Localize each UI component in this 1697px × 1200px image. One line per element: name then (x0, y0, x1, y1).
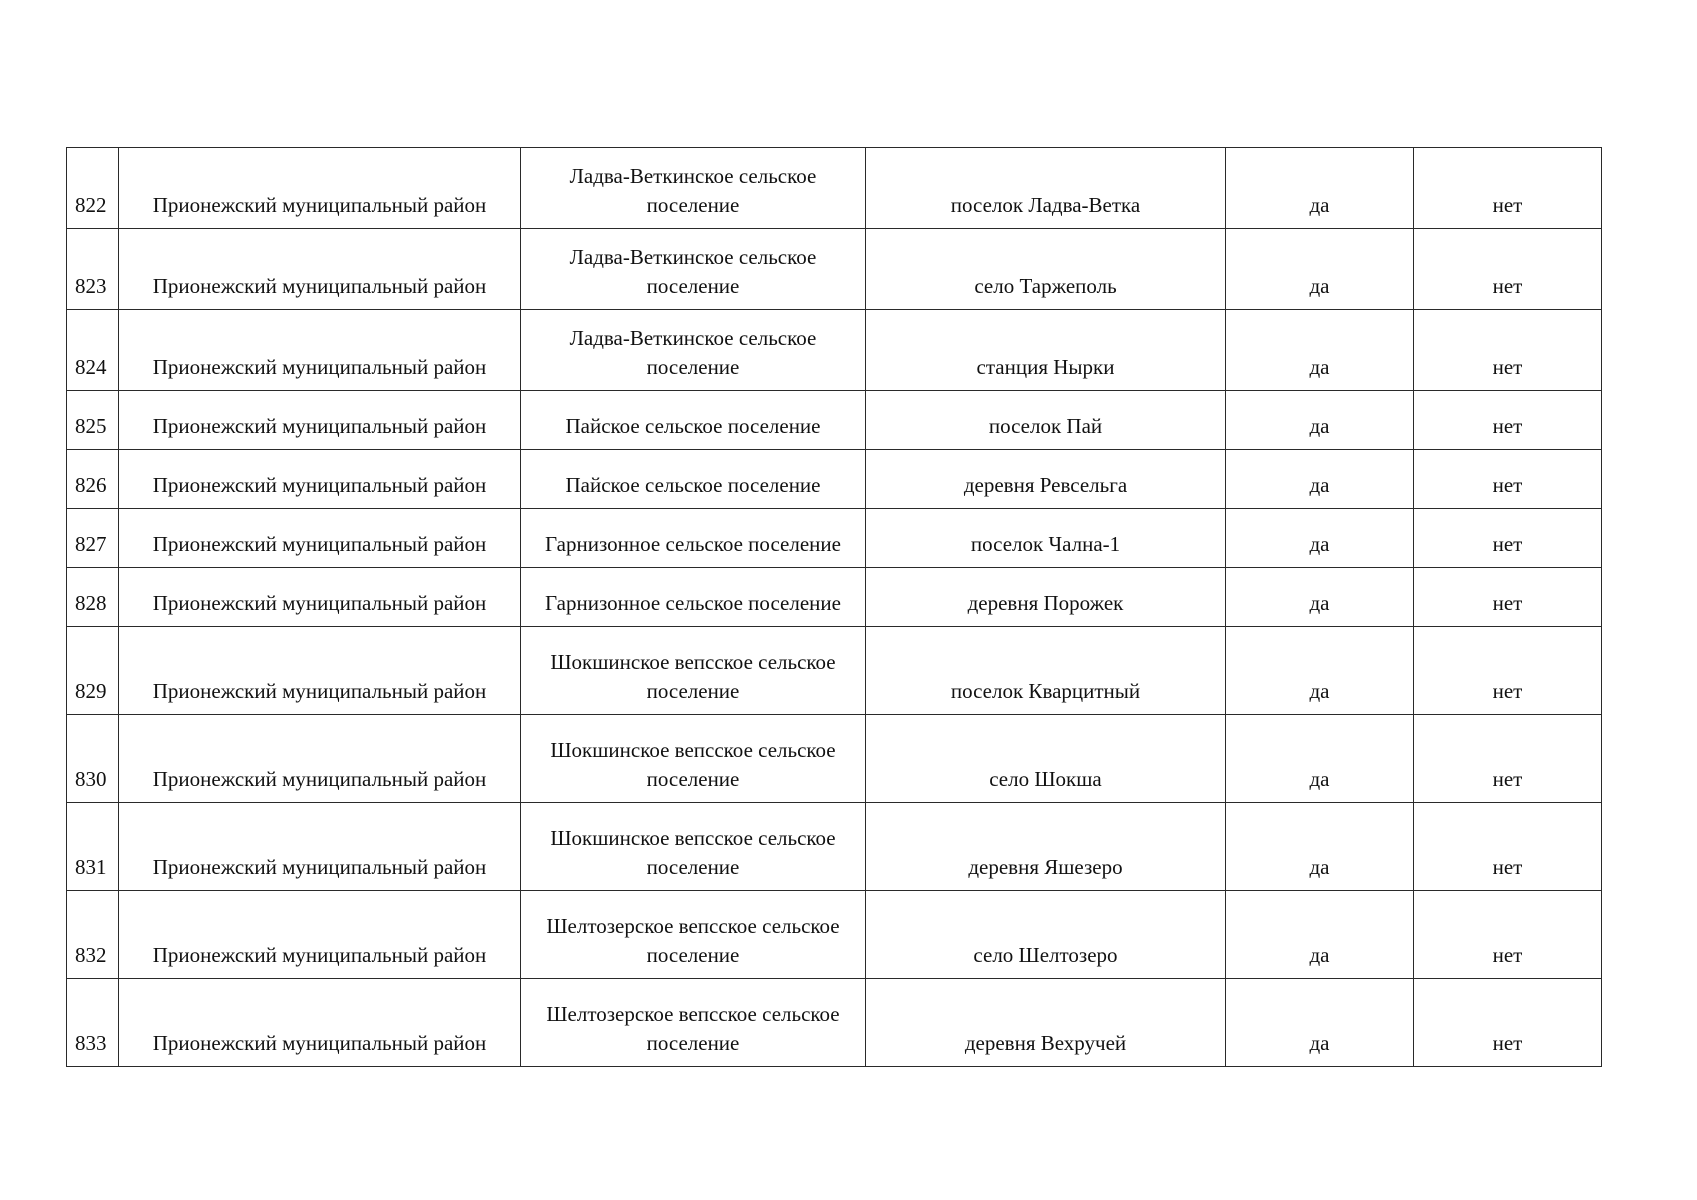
no-cell: нет (1414, 450, 1602, 509)
district-cell: Прионежский муниципальный район (119, 391, 521, 450)
settlement-cell: Ладва-Веткинское сельское поселение (521, 229, 866, 310)
no-cell: нет (1414, 803, 1602, 891)
district-cell: Прионежский муниципальный район (119, 568, 521, 627)
settlement-cell: Гарнизонное сельское поселение (521, 509, 866, 568)
locality-cell: село Шелтозеро (866, 891, 1226, 979)
table-row (67, 891, 1602, 979)
row-number: 825 (67, 391, 119, 450)
locality-cell: поселок Чална-1 (866, 509, 1226, 568)
yes-cell: да (1226, 891, 1414, 979)
district-cell: Прионежский муниципальный район (119, 891, 521, 979)
yes-cell: да (1226, 568, 1414, 627)
table-row (67, 568, 1602, 627)
no-cell: нет (1414, 391, 1602, 450)
no-cell: нет (1414, 509, 1602, 568)
no-cell: нет (1414, 229, 1602, 310)
table-row (67, 509, 1602, 568)
settlement-cell: Шелтозерское вепсское сельское поселение (521, 979, 866, 1067)
settlement-cell: Ладва-Веткинское сельское поселение (521, 310, 866, 391)
yes-cell: да (1226, 979, 1414, 1067)
district-cell: Прионежский муниципальный район (119, 715, 521, 803)
settlement-cell: Гарнизонное сельское поселение (521, 568, 866, 627)
locality-cell: станция Нырки (866, 310, 1226, 391)
district-cell: Прионежский муниципальный район (119, 627, 521, 715)
locality-cell: поселок Пай (866, 391, 1226, 450)
settlement-cell: Шокшинское вепсское сельское поселение (521, 715, 866, 803)
yes-cell: да (1226, 148, 1414, 229)
yes-cell: да (1226, 229, 1414, 310)
district-cell: Прионежский муниципальный район (119, 229, 521, 310)
table-body (67, 148, 1602, 1067)
locality-cell: деревня Вехручей (866, 979, 1226, 1067)
district-cell: Прионежский муниципальный район (119, 450, 521, 509)
no-cell: нет (1414, 310, 1602, 391)
yes-cell: да (1226, 391, 1414, 450)
no-cell: нет (1414, 627, 1602, 715)
district-cell: Прионежский муниципальный район (119, 310, 521, 391)
table-row (67, 148, 1602, 229)
locality-cell: село Шокша (866, 715, 1226, 803)
no-cell: нет (1414, 148, 1602, 229)
row-number: 833 (67, 979, 119, 1067)
settlement-cell: Шелтозерское вепсское сельское поселение (521, 891, 866, 979)
table-row (67, 310, 1602, 391)
row-number: 822 (67, 148, 119, 229)
yes-cell: да (1226, 715, 1414, 803)
settlement-cell: Ладва-Веткинское сельское поселение (521, 148, 866, 229)
table-row (67, 715, 1602, 803)
table-row (67, 979, 1602, 1067)
settlement-cell: Шокшинское вепсское сельское поселение (521, 803, 866, 891)
no-cell: нет (1414, 891, 1602, 979)
locality-cell: деревня Яшезеро (866, 803, 1226, 891)
yes-cell: да (1226, 450, 1414, 509)
yes-cell: да (1226, 509, 1414, 568)
row-number: 828 (67, 568, 119, 627)
table-row (67, 450, 1602, 509)
no-cell: нет (1414, 715, 1602, 803)
district-cell: Прионежский муниципальный район (119, 979, 521, 1067)
row-number: 823 (67, 229, 119, 310)
row-number: 830 (67, 715, 119, 803)
locality-cell: поселок Ладва-Ветка (866, 148, 1226, 229)
table-row (67, 803, 1602, 891)
yes-cell: да (1226, 803, 1414, 891)
row-number: 827 (67, 509, 119, 568)
district-cell: Прионежский муниципальный район (119, 509, 521, 568)
row-number: 826 (67, 450, 119, 509)
locality-cell: поселок Кварцитный (866, 627, 1226, 715)
locality-cell: деревня Ревсельга (866, 450, 1226, 509)
row-number: 832 (67, 891, 119, 979)
locality-cell: деревня Порожек (866, 568, 1226, 627)
yes-cell: да (1226, 627, 1414, 715)
locality-cell: село Таржеполь (866, 229, 1226, 310)
row-number: 831 (67, 803, 119, 891)
settlement-cell: Пайское сельское поселение (521, 450, 866, 509)
row-number: 824 (67, 310, 119, 391)
table-row (67, 627, 1602, 715)
settlements-table (66, 147, 1602, 1067)
yes-cell: да (1226, 310, 1414, 391)
settlement-cell: Шокшинское вепсское сельское поселение (521, 627, 866, 715)
no-cell: нет (1414, 568, 1602, 627)
no-cell: нет (1414, 979, 1602, 1067)
table-row (67, 391, 1602, 450)
district-cell: Прионежский муниципальный район (119, 803, 521, 891)
district-cell: Прионежский муниципальный район (119, 148, 521, 229)
table-row (67, 229, 1602, 310)
settlement-cell: Пайское сельское поселение (521, 391, 866, 450)
row-number: 829 (67, 627, 119, 715)
